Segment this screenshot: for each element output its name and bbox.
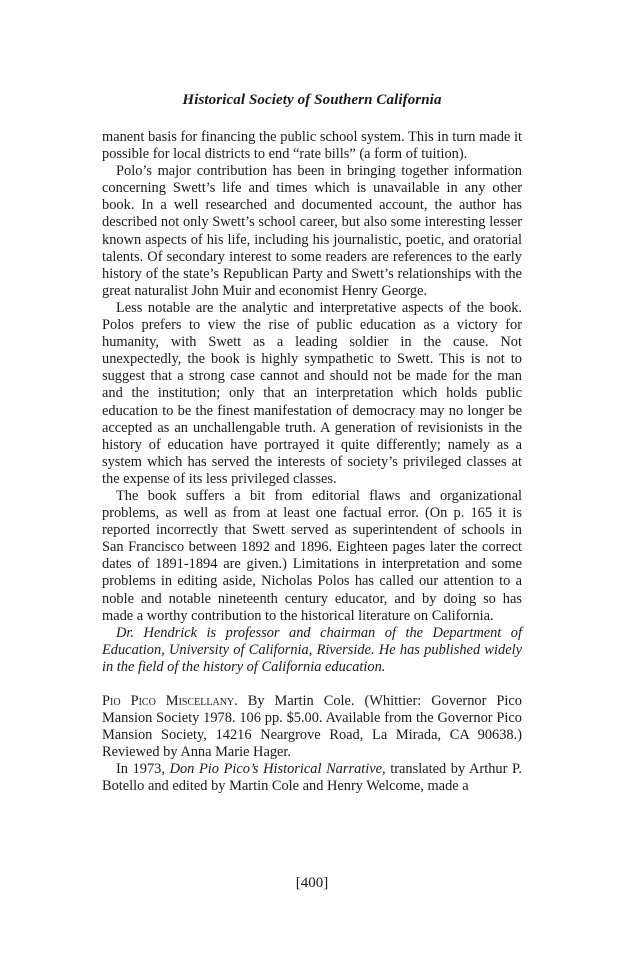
- review-start-text: In 1973,: [116, 761, 170, 778]
- cited-title: Don Pio Pico’s Historical Narrative,: [169, 761, 386, 778]
- book-title: Pio Pico Miscellany.: [102, 693, 238, 709]
- page-number: [400]: [295, 875, 329, 891]
- paragraph-contribution: Polo’s major contribution has been in bringing together information concerning Swett’s life and times which is unavailable in any other book. In a well researched and documented account, the author has described not only Swett’s school career, but also some interesting lesser known aspects of his life, including his journalistic, poetic, and oratorial talents. Of secondary interest to some readers are references to the early history of the state’s Republican Party and Swett’s relationships with the great naturalist John Muir and economist Henry George.: [102, 163, 522, 299]
- paragraph-review-start: [102, 761, 522, 795]
- book-details: By Martin Cole. (Whittier: Governor Pico Mansion Society 1978. 106 pp. $5.00. Available from the Governor Pico Mansion Society, 14216 Neargrove Road, La Mirada, CA 90638.) Reviewed by Anna Marie Hager.: [102, 693, 523, 761]
- reviewer-note: Dr. Hendrick is professor and chairman of the Department of Education, University of California, Riverside. He has published widely in the field of the history of California education.: [102, 624, 522, 675]
- running-head: Historical Society of Southern California: [182, 92, 442, 108]
- review-start-text-cont: translated by Arthur P. Botello and edited by Martin Cole and Henry Welcome, made a: [102, 761, 522, 795]
- body-text: [102, 129, 522, 796]
- paragraph-analysis: Less notable are the analytic and interpretative aspects of the book. Polos prefers to view the rise of public education as a victory for humanity, with Swett as a leading soldier in the cause. Not unexpectedly, the book is highly sympathetic to Swett. This is not to suggest that a strong case cannot and should not be made for the man and the institution; only that an interpretation which holds public education to be the finest manifestation of democracy may no longer be accepted as an unchallengable truth. A generation of revisionists in the history of education have portrayed it quite differently; namely as a system which has served the interests of society’s privileged classes at the expense of its less privileged classes.: [102, 299, 522, 487]
- book-entry-heading: [102, 693, 522, 761]
- paragraph-flaws: The book suffers a bit from editorial flaws and organizational problems, as well as from at least one factual error. (On p. 165 it is reported incorrectly that Swett served as superintendent of schools in San Francisco between 1892 and 1896. Eighteen pages later the correct dates of 1891-1894 are given.) Limitations in interpretation and some problems in editing aside, Nicholas Polos has called our attention to a noble and notable nineteenth century educator, and by doing so has made a worthy contribution to the historical literature on California.: [102, 487, 522, 624]
- paragraph-continuation: manent basis for financing the public school system. This in turn made it possible for local districts to end “rate bills” (a form of tuition).: [102, 129, 522, 163]
